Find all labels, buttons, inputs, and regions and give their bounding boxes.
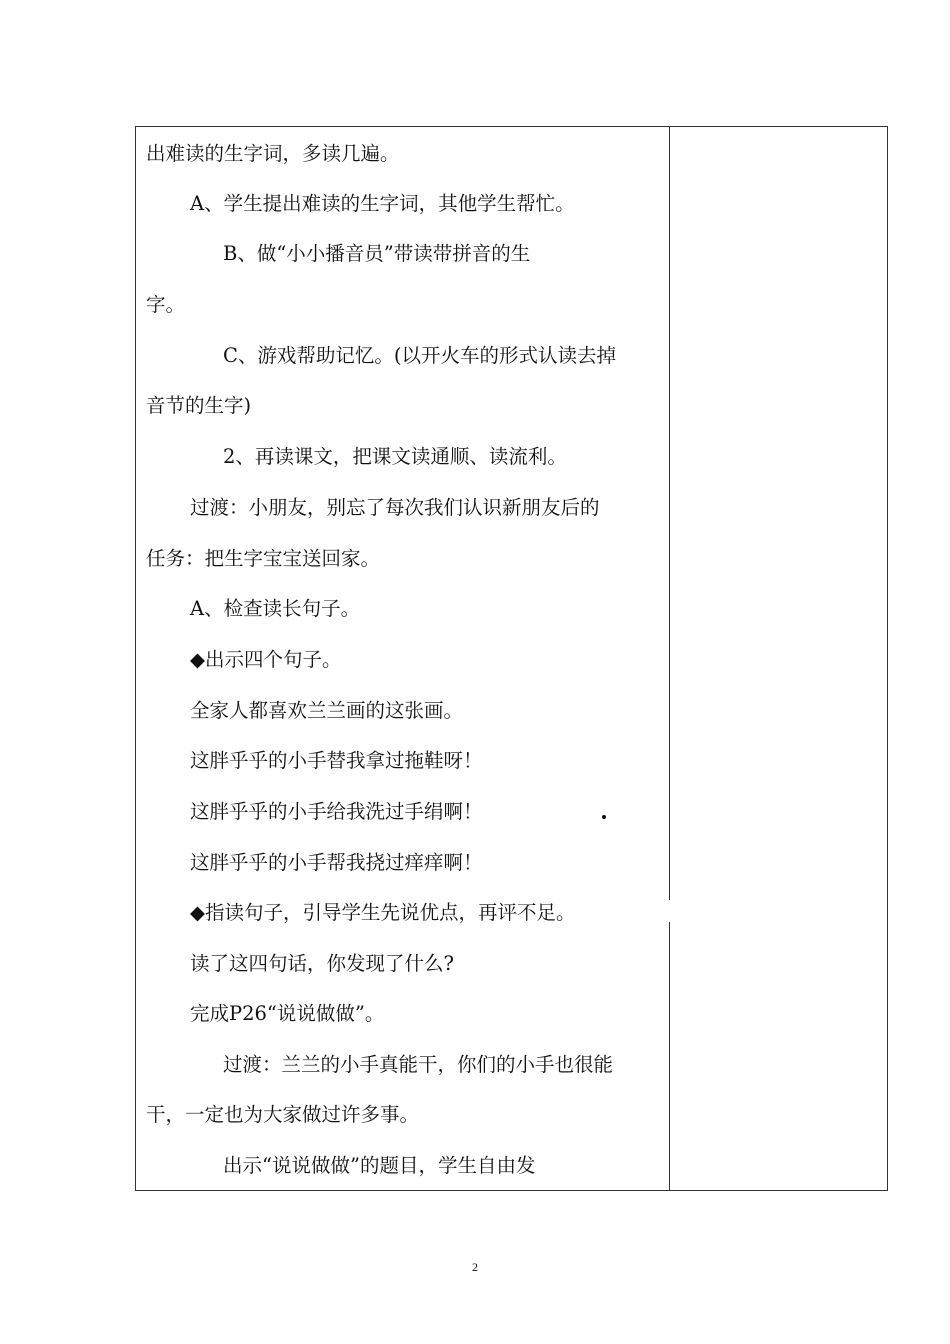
text-line: B、做“小小播音员”带读带拼音的生 bbox=[223, 242, 531, 265]
text-line: A、检查读长句子。 bbox=[190, 597, 361, 620]
text-line: 出示“说说做做”的题目，学生自由发 bbox=[223, 1154, 536, 1177]
text-line: 字。 bbox=[146, 293, 186, 316]
stray-dot bbox=[602, 815, 606, 819]
text-line: 读了这四句话，你发现了什么? bbox=[190, 952, 454, 975]
lesson-plan-table bbox=[135, 126, 888, 1191]
text-line: 干，一定也为大家做过许多事。 bbox=[146, 1103, 420, 1126]
text-line: 全家人都喜欢兰兰画的这张画。 bbox=[190, 699, 464, 722]
page-number: 2 bbox=[472, 1260, 478, 1274]
text-line: ◆指读句子，引导学生先说优点，再评不足。 bbox=[190, 901, 576, 924]
column-divider-gap bbox=[667, 900, 673, 922]
text-line: C、游戏帮助记忆。(以开火车的形式认读去掉 bbox=[223, 344, 617, 367]
text-line: 完成P26“说说做做”。 bbox=[190, 1002, 385, 1025]
text-line: 任务：把生字宝宝送回家。 bbox=[146, 547, 381, 570]
text-line: 过渡：兰兰的小手真能干，你们的小手也很能 bbox=[223, 1053, 614, 1076]
text-line: 这胖乎乎的小手帮我挠过痒痒啊！ bbox=[190, 851, 483, 874]
text-line: A、学生提出难读的生字词，其他学生帮忙。 bbox=[190, 192, 575, 215]
text-line: 2、再读课文，把课文读通顺、读流利。 bbox=[223, 445, 567, 468]
text-line: 音节的生字) bbox=[146, 394, 252, 417]
text-line: 这胖乎乎的小手替我拿过拖鞋呀！ bbox=[190, 749, 483, 772]
text-line: 过渡：小朋友，别忘了每次我们认识新朋友后的 bbox=[190, 496, 600, 519]
column-divider bbox=[669, 127, 670, 1190]
text-line: ◆出示四个句子。 bbox=[190, 648, 342, 671]
text-line: 这胖乎乎的小手给我洗过手绢啊！ bbox=[190, 800, 483, 823]
text-line: 出难读的生字词，多读几遍。 bbox=[146, 142, 400, 165]
